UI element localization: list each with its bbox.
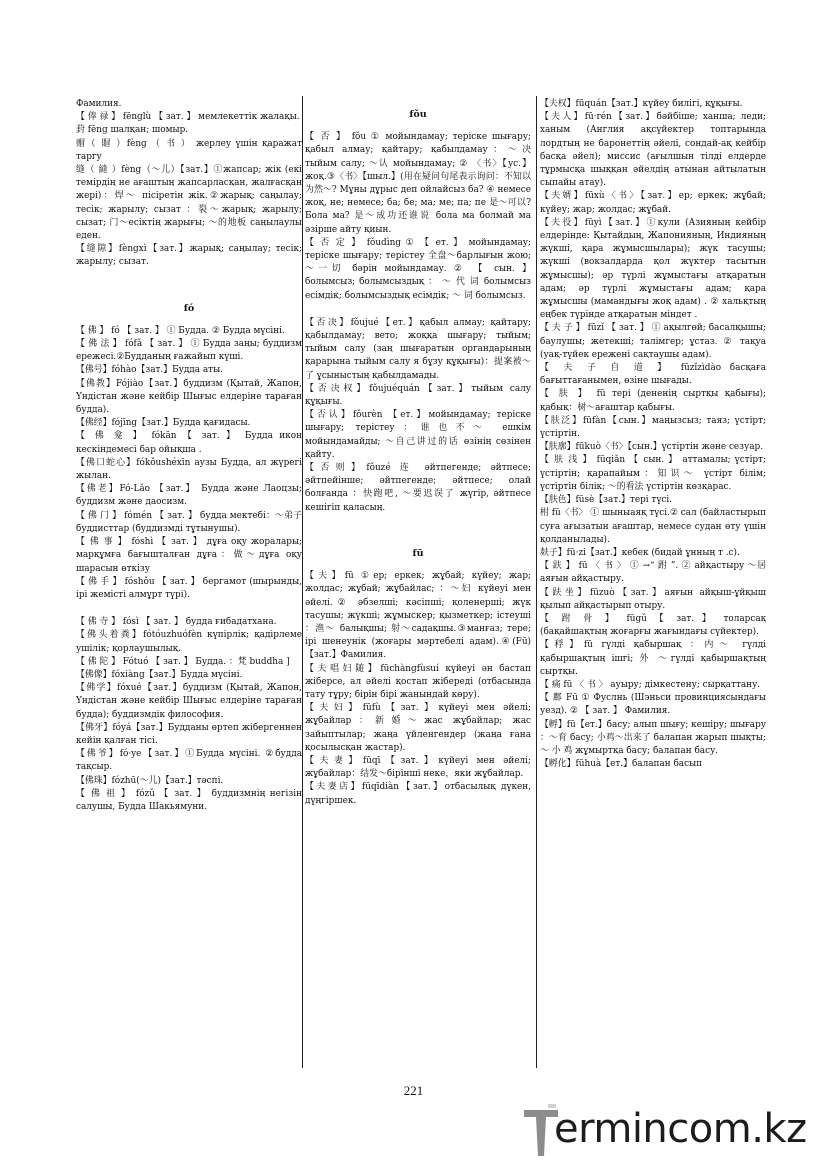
dictionary-entry: 【肤廓】fūkuò〈书〉【сын.】үстіртін және сезуар. xyxy=(540,442,764,453)
spacer xyxy=(305,303,531,317)
dictionary-entry: 【佛珠】fózhū(～儿)【зат.】тәспі. xyxy=(76,775,224,786)
dictionary-entry: 缝（ 縫 ）fèng（～儿）【зат.】①жапсар; жік (екі темірдің не ағаштың жапсарласқан, жалғасқан жері)：焊～ пісіретін жік.②жарық; саңылау; тесік; жарылу; сызат ：裂～жарық; жарылу; сызат; 门～есіктің жарығы; ～的地板 саңылаулы еден. xyxy=(76,165,302,242)
dictionary-entry: 【趺坐】fūzuò【зат.】аяғын айқыш-ұйқыш қылып айқастырып отыру. xyxy=(540,587,766,611)
dictionary-entry: 【佛牙】fóyá【зат.】Будданы өртеп жібергеннен кейін қалған тісі. xyxy=(76,722,302,746)
page-number: 221 xyxy=(403,1083,424,1098)
dictionary-entry: 【缝隙】fèngxì【зат.】жарық; саңылау; тесік; жарылу; сызат. xyxy=(76,244,302,268)
dictionary-entry: 【 否 定 】 fǒudìng ① 【 ет. 】 мойындамау; теріске шығару; терістеу 全盘～барлығын жою; ～一切 бәрін мойындамау. ② 【 сын. 】 болымсыз; болымсыздық ： ～ 代 词 болымсыз есімдік; болымсыздық есімдік; ～ 词 болымсыз. xyxy=(305,237,531,301)
dictionary-entry: 【否认】fǒurèn 【ет.】мойындамау; теріске шығару; терістеу：谁也不～ ешкім мойындамайды; ～自己讲过的话 өзінің сөзінен қайту. xyxy=(305,410,531,460)
dictionary-entry: 【 佛 龛 】 fókān 【 зат. 】 Будда икон кескіндемесі бар ойықша . xyxy=(76,431,302,455)
dictionary-entry: 【佛号】fóhào【зат.】Будда аты. xyxy=(76,365,223,376)
column-divider xyxy=(302,96,303,1068)
dictionary-entry: 【肤色】fūsè【зат.】тері түсі. xyxy=(540,495,672,506)
dictionary-entry: 【 佛 手 】 fóshǒu 【 зат. 】 бергамот (шырынды, ірі жемісті алмұрт түрі). xyxy=(76,576,302,600)
dictionary-entry: 【佛经】fójīng【зат.】Будда қағидасы. xyxy=(76,418,251,429)
dictionary-entry: 【 佛 寺 】 fósì 【 зат. 】 будда ғибадатхана. xyxy=(76,617,277,628)
dictionary-entry: 【夫役】fūyì【зат.】①кули (Азияның кейбір елдерінде: Қытайдың, Жапонияның, Индияның жүкші, қара жұмысшылары); жүк тасушы; жүкші (вокзалдарда қол жүктер тасытын жұмысшы); әр түрлі жұмыстағы атқаратын адам; әр түрлі жұмыстағы адам; қара жұмысшы (мамандығы жоқ адам) . ② хальқтың еңбек түрінде атқаратын міндет . xyxy=(540,217,766,321)
dictionary-entry: 【夫妻】fūqī【зат.】күйеуі мен әйелі; жұбайлар：结发～бірінші неке，яки жұбайлар. xyxy=(305,755,531,780)
dictionary-entry: 【肤泛】fūfàn【сын.】маңызсыз; таяз; үстірт; үстіртін. xyxy=(540,415,766,440)
column-3 xyxy=(540,98,766,771)
dictionary-entry: 【孵】fū【ет.】басу; алып шығу; кешіру; шығару ：～育 басу; 小鸡～出来了 балапан жарып шықты; ～ 小 鸡 жұмыртқа басу; балапан басу. xyxy=(540,719,766,756)
logo-text: ermincom.kz xyxy=(554,1106,807,1152)
dictionary-entry: 【否决权】fǒujuéquán【зат.】тыйым салу құқығы. xyxy=(305,383,531,408)
dictionary-entry: 【夫唱妇随】fūchàngfùsuí күйеуі ән бастап жіберсе, ал әйелі қостап жібереді (отбасында тату тұру; бірін бірі жанындай көру). xyxy=(305,663,531,700)
dictionary-entry: 【夫】fū ①ер; еркек; жұбай; күйеу; жар; жолдас; жұбай; жұбайлас; ：～妇 күйеуі мен әйелі.② әбзелші; кәсіпші; қоленерші; жүк тасушы; жүкші; жұмыскер; қызметкер; істеуші ：渔～ балықшы; 射～садақшы.③манғаз; тере; ірі шенеунік (жоғары мәртебелі адам).④(Fū)【зат.】Фамилия. xyxy=(305,571,531,661)
dictionary-entry: 【 痛 fū 〈 书 〉 ауыру; дімкестену; сырқаттану. xyxy=(540,679,761,690)
dictionary-entry: 【佛口蛇心】fókǒushéxīn аузы Будда, ал жүрегі жылан. xyxy=(76,457,302,482)
dictionary-entry: 葑 fēng шалқан; шомыр. xyxy=(76,125,189,136)
dictionary-entry: 【 佛 陀 】 Fótuó 【 зат. 】 Будда. ：梵 buddha ] xyxy=(76,656,290,667)
dictionary-entry: 【佛学】fóxué【зат.】буддизм (Қытай, Жапон, Үндістан және кейбір Шығыс елдеріне тараған будда); буддизмдік философия. xyxy=(76,683,302,720)
column-2 xyxy=(305,98,531,808)
dictionary-entry: 【 肤 浅 】 fūqiǎn 【 сын. 】 аттамалы; үстірт; үстіртін; қарапайым：知识～ үстірт білім; үстіртін білік; ～的看法 үстіртін көзқарас. xyxy=(540,455,766,492)
dictionary-entry: 【夫妻店】fūqīdiàn【зат.】отбасылық дүкен, дүңгіршек. xyxy=(305,782,531,806)
dictionary-entry: Фамилия. xyxy=(76,99,122,109)
dictionary-entry: 【 否 】 fǒu ① мойындамау; теріске шығару; қабыл алмау; қайтару; қабылдамау：～决 тыйым салу; ～认 мойындамау; ② 〈书〉【ус.】жоқ.③〈书〉【шыл.】(用在疑问句尾表示询问：不知以为然～? Мұны дұрыс деп ойлайсыз ба? ④ немесе жоқ, не; немесе; ба; бе; ма; ме; па; пе 是～可以?Бола ма? 是～成功还谁说 бола ма болмай ма әзірше айту қиын. xyxy=(305,132,531,235)
column-1 xyxy=(76,98,302,814)
dictionary-entry: 【孵化】fūhuà【ет.】балапан басып xyxy=(540,759,703,770)
dictionary-entry: 【否则】fǒuzé 连 әйтпегенде; әйтпесе; әйтпейінше; әйтпегенде; әйтпесе; олай болғанда ：快跑吧, ～要迟误了 жүгір, әйтпесе кешігіп қаласың. xyxy=(305,463,531,513)
dictionary-entry: 【 鄜 Fū ① Фуслнь (Шэньси провинциясындағы уезд). ② 【 зат. 】 Фамилия. xyxy=(540,693,766,717)
dictionary-entry: 【夫婿】fūxù〈书〉【зат.】ер; еркек; жұбай; күйеу; жар; жолдас; жұбай. xyxy=(540,191,766,215)
dictionary-entry: 【佛像】fóxiàng【зат.】Будда мүсіні. xyxy=(76,669,243,680)
dictionary-entry: 【 俸 禄 】 fēnglù 【 зат. 】 мемлекеттік жалақы. xyxy=(76,112,300,123)
dictionary-entry: 【 夫 子 】 fūzǐ 【 зат. 】 ① ақылгөй; басалқышы; баулушы; жетекші; талімгер; ұстаз. ② тақуа (уақ-түйек ережені сақтаушы адам). xyxy=(540,323,766,360)
dictionary-entry: 【 肤 】 fū тері (дененің сыртқы қабығы); қабық：树～ағаштар қабығы. xyxy=(540,389,766,413)
dictionary-entry: 【夫人】fū·rén【зат.】бәйбіше; ханша; леди; ханым (Англия ақсүйектер топтарында лордтың не баронеттің әйелі, сондай-ақ кейбір басқа әйел); миссис (ағылшын тілді елдерде тұрмысқа шыққан әйелдің атынан айтылатын сыпайы атау). xyxy=(540,112,766,189)
dictionary-entry: 【佛头着粪】fótóuzhuófèn күпірлік; қадірлеме ушілік; қорлаушылық. xyxy=(76,630,302,654)
dictionary-entry: 【否决】fǒujué【ет.】қабыл алмау; қайтару; қабылдамау; вето; жоққа шығару; тыйым; тыйым салу (заң шығаратын органдарының қарарына тыйым салу я бұзу құқығы)：提案被～了 ұсыныстың қабылдамады. xyxy=(305,317,531,381)
dictionary-entry: 【 佛 事 】 fóshì 【 зат. 】 дұға оқу жоралары; марқұмға бағышталған дұға：做～дұға оқу шарасын өткізу xyxy=(76,537,302,574)
dictionary-entry: 【夫妇】fūfù【зат.】күйеуі мен әйелі; жұбайлар：新婚～жас жұбайлар; жас зайыптылар; жаңа үйленгендер (жаңа ғана қосылысқан жастар). xyxy=(305,703,531,753)
section-heading: fǒu xyxy=(409,109,427,120)
dictionary-entry: 【夫权】fūquán【зат.】күйеу билігі, құқығы. xyxy=(540,99,743,109)
section-heading: fū xyxy=(412,547,424,559)
dictionary-entry: 【 佛 】 fó 【 зат. 】 ① Будда. ② Будда мүсіні. xyxy=(76,325,285,336)
dictionary-entry: 【佛老】Fó-Lǎo 【зат.】 Будда және Лаоцзы; буддизм және даосизм. xyxy=(76,484,302,508)
dictionary-entry: 麸子】fū·zi【зат.】кебек (бидай ұнның т .с). xyxy=(540,547,740,558)
dictionary-entry: 【 夫 子 自 道 】 fūzǐzìdào басқаға бағыттағанымен, өзіне шығады. xyxy=(540,363,766,387)
dictionary-entry: 柎 fū〈书〉 ① шыныаяқ түсі.② сал (байластырып суға ағызатын ағаштар, немесе судан өту үшін қолданылады). xyxy=(540,508,766,545)
logo-t-mark xyxy=(524,1104,558,1158)
section-heading: fó xyxy=(183,302,195,314)
spacer xyxy=(76,270,302,292)
dictionary-entry: 【 跗 骨 】 fūgǔ 【 зат. 】 толарсақ (бақайшақтың жоғарғы жағындағы сүйектер). xyxy=(540,613,766,638)
dictionary-entry: 赗（ 賵 ）fèng （ 书 ） жерлеу үшін қаражат таргу xyxy=(76,138,302,162)
dictionary-entry: 【稃】fū гүлді қабыршақ ：内～ гүлді қабыршақтың ішгі; 外 ～гүлді қабыршақтың сыртқы. xyxy=(540,640,766,677)
terminkom-logo xyxy=(524,1104,824,1164)
dictionary-entry: 【佛教】Fójiào【зат.】буддизм (Қытай, Жапон, Үндістан және кейбір Шығыс елдеріне тараған будда). xyxy=(76,378,302,416)
spacer xyxy=(76,602,302,616)
dictionary-entry: 【 佛 祖 】 fózǔ 【 зат. 】 буддизмнің негізін салушы, Будда Шакьямуни. xyxy=(76,788,302,812)
column-divider xyxy=(536,96,537,1068)
dictionary-entry: 【 佛 门 】 fómén 【 зат. 】 будда мектебі：～弟子 буддисттар (буддизмді тұтынушы). xyxy=(76,510,302,534)
dictionary-entry: 【佛爷】fó·ye【зат.】①Будда мүсіні. ②будда тақсыр. xyxy=(76,749,302,773)
dictionary-entry: 【 趺 】 fū 〈 书 〉 ① →“ 跗 ”. ② айқастыру ～居 аяғын айқастыру. xyxy=(540,561,766,585)
spacer xyxy=(305,515,531,537)
dictionary-entry: 【 佛 法 】 fófǎ 【 зат. 】 ① Будда заңы; буддизм ережесі.②Будданың ғажайып күші. xyxy=(76,339,302,363)
